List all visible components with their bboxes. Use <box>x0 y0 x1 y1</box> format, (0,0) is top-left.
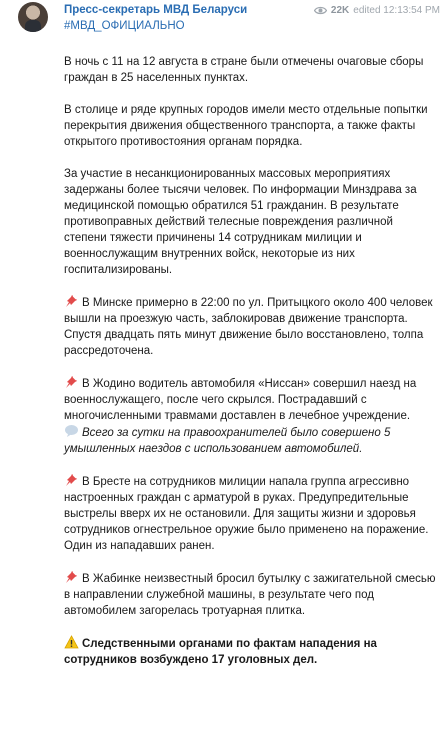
paragraph-capital: В столице и ряде крупных городов имели место отдельные попытки перекрытия движения общественного транспорта, а также факты открытого противостояния органам порядка. <box>64 104 428 148</box>
avatar[interactable] <box>18 2 48 32</box>
paragraph-minsk-text: В Минске примерно в 22:00 по ул. Притыцкого около 400 человек вышли на проезжую часть, заблокировав движение транспорта. Спустя двадцать пять минут движение было восстановлено, толпа рассредоточена. <box>64 297 433 357</box>
paragraph-brest-text: В Бресте на сотрудников милиции напала группа агрессивно настроенных граждан с арматурой в руках. Предупредительные выстрелы вверх их не остановили. Для защиты жизни и здоровья сотрудников огнестрельное оружие было применено на поражение. Один из нападавших ранен. <box>64 476 429 552</box>
hashtag-link[interactable]: #МВД_ОФИЦИАЛЬНО <box>64 20 185 32</box>
pushpin-icon <box>64 375 79 389</box>
paragraph-note-text: Всего за сутки на правоохранителей было совершено 5 умышленных наездов с использованием автомобилей. <box>64 427 391 455</box>
pushpin-icon <box>64 570 79 584</box>
pushpin-icon <box>64 294 79 308</box>
warning-icon <box>64 635 79 649</box>
message-body <box>64 54 436 684</box>
paragraph-criminal-cases-text: Следственными органами по фактам нападения на сотрудников возбуждено 17 уголовных дел. <box>64 638 377 666</box>
paragraph-summary: В ночь с 11 на 12 августа в стране были отмечены очаговые сборы граждан в 25 населенных пунктах. <box>64 56 424 84</box>
message-meta <box>314 5 440 16</box>
paragraph-minsk <box>64 294 436 359</box>
paragraph-zhabinka-text: В Жабинке неизвестный бросил бутылку с зажигательной смесью в направлении служебной машины, в результате чего под автомобилем загорелась тротуарная плитка. <box>64 573 436 617</box>
speech-bubble-icon <box>64 424 79 438</box>
paragraph-zhabinka <box>64 570 436 619</box>
channel-author[interactable]: Пресс-секретарь МВД Беларуси <box>64 4 248 16</box>
pushpin-icon <box>64 473 79 487</box>
eye-icon <box>314 6 327 15</box>
paragraph-note <box>64 424 436 457</box>
view-count: 22K <box>330 5 350 16</box>
paragraph-brest <box>64 473 436 554</box>
edited-timestamp: edited 12:13:54 PM <box>353 5 440 16</box>
paragraph-criminal-cases <box>64 635 436 668</box>
paragraph-zhodino-text: В Жодино водитель автомобиля «Ниссан» совершил наезд на военнослужащего, после чего скрылся. Пострадавший с многочисленными травмами доставлен в лечебное учреждение. <box>64 378 417 422</box>
paragraph-zhodino <box>64 375 436 424</box>
paragraph-detentions: За участие в несанкционированных массовых мероприятиях задержаны более тысячи человек. По информации Минздрава за медицинской помощью обратился 51 гражданин. В результате противоправных действий телесные повреждения различной степени тяжести причинены 14 сотрудникам милиции и военнослужащим внутренних войск, некоторые из них госпитализированы. <box>64 168 417 276</box>
